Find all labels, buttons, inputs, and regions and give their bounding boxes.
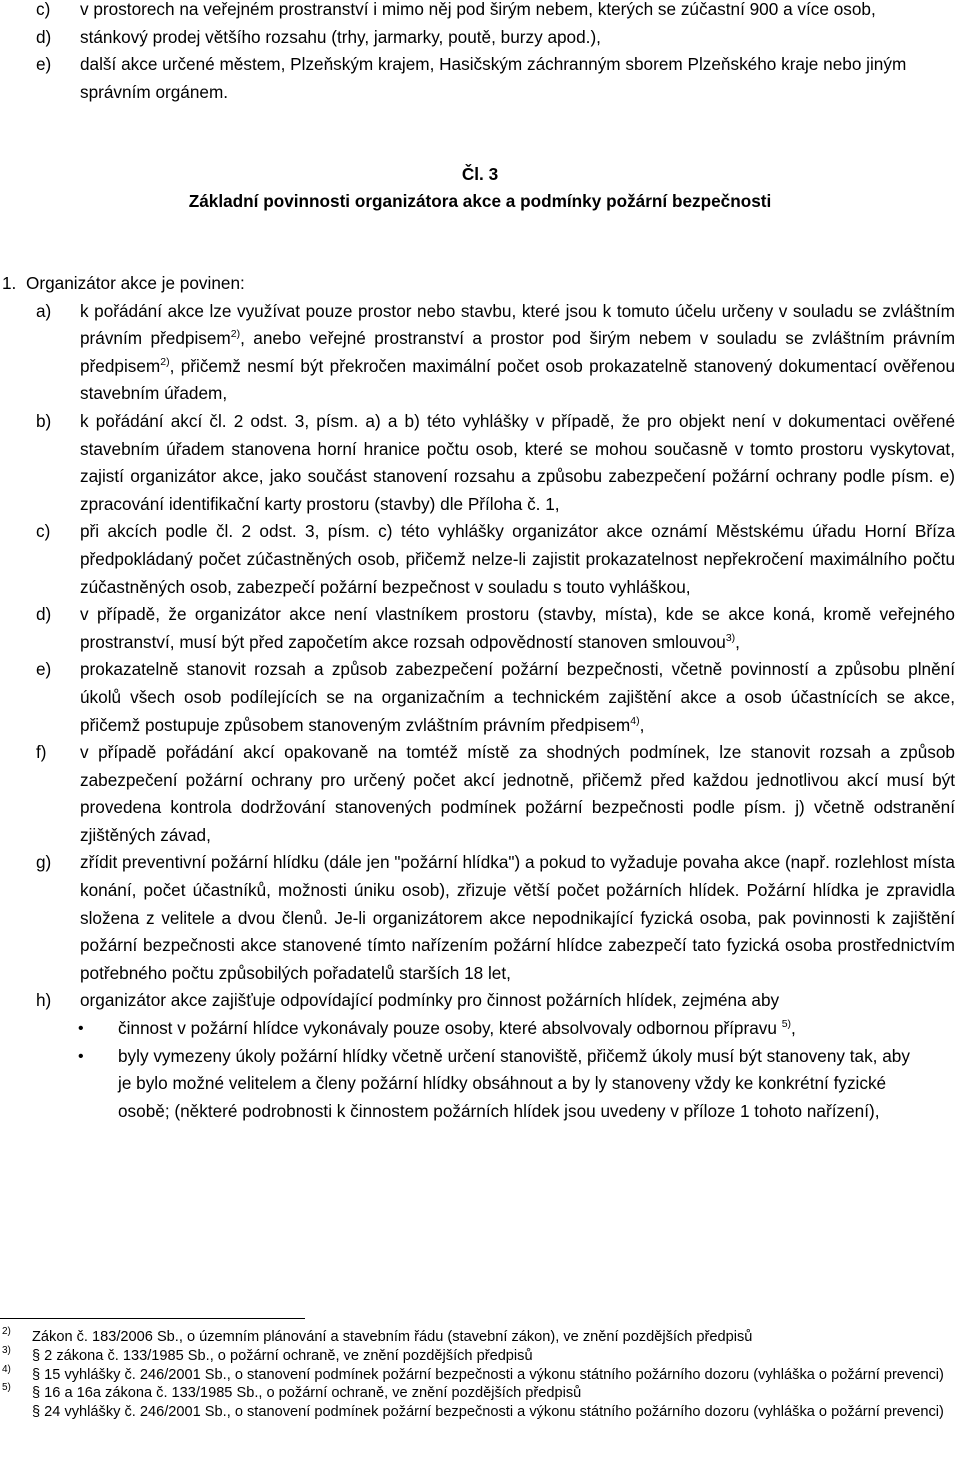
- footnote: [0, 1363, 960, 1385]
- item-text: ,: [639, 714, 645, 735]
- list-item-a: [0, 298, 955, 408]
- footnote-text: § 2 zákona č. 133/1985 Sb., o požární ochraně, ve znění pozdějších předpisů: [32, 1347, 533, 1364]
- bullet-item: [0, 1043, 955, 1126]
- item-text: ,: [735, 631, 740, 652]
- item-text: , anebo veřejné prostranství a prostor pod širým nebem v souladu se zvláštním právním předpisem: [80, 328, 956, 376]
- footnotes: [0, 1328, 960, 1422]
- footnote-mark: 2): [2, 1326, 11, 1337]
- footnote-mark: 4): [2, 1363, 11, 1375]
- item-label: d): [36, 26, 52, 47]
- item-label: b): [36, 410, 52, 431]
- section-number: 1.: [2, 273, 17, 293]
- item-text: stánkový prodej většího rozsahu (trhy, jarmarky, poutě, burzy apod.),: [80, 26, 601, 47]
- footnote-text: § 16 a 16a zákona č. 133/1985 Sb., o požární ochraně, ve znění pozdějších předpisů: [32, 1385, 582, 1402]
- item-label: c): [36, 0, 51, 19]
- footnote-text: § 15 vyhlášky č. 246/2001 Sb., o stanovení podmínek požární bezpečnosti a výkonu státního požárního dozoru (vyhláška o požární prevenci): [32, 1366, 944, 1383]
- footnote: [0, 1328, 960, 1347]
- footnote: [0, 1384, 960, 1403]
- item-label: e): [36, 659, 52, 680]
- item-text: , přičemž nesmí být překročen maximální počet osob prokazatelně stanovený dokumentací ověřenou stavebním úřadem,: [80, 355, 955, 404]
- item-label: h): [36, 990, 52, 1011]
- footnote-ref: 3): [725, 631, 736, 644]
- footnote-ref: 2): [160, 355, 170, 368]
- list-item-e-prev: [0, 51, 950, 106]
- list-item-e: [0, 656, 955, 739]
- item-text: prokazatelně stanovit rozsah a způsob zabezpečení požární bezpečnosti, včetně povinností a způsobu plnění úkolů všech osob podílejících se na organizačním a technickém zajištění akce a osob účastnících se akce, přičemž postupuje způsobem stanoveným zvláštním právním předpisem: [80, 659, 955, 735]
- bullet-icon: •: [78, 1020, 84, 1038]
- section-intro-text: Organizátor akce je povinen:: [26, 273, 245, 293]
- bullet-icon: •: [78, 1047, 84, 1065]
- footnote-ref: 5): [781, 1018, 792, 1031]
- continuation-list: [0, 0, 950, 106]
- item-label: f): [36, 742, 47, 763]
- footnote: [0, 1403, 960, 1422]
- item-text: v případě pořádání akcí opakovaně na tomtéž místě za shodných podmínek, lze stanovit rozsah a způsob zabezpečení požární ochrany pro určený počet akcí jednotně, přičemž před každou jednotlivou akcí musí být provedena kontrola dodržování stanovených podmínek požární bezpečnosti podle písm. j) včetně odstranění zjištěných závad,: [80, 742, 955, 845]
- list-item-c-prev: [0, 0, 950, 24]
- list-item-d: [0, 601, 955, 656]
- section-intro: [0, 270, 955, 298]
- article-title: Základní povinnosti organizátora akce a podmínky požární bezpečnosti: [188, 191, 772, 211]
- list-item-c: [0, 518, 955, 601]
- item-text: v případě, že organizátor akce není vlastníkem prostoru (stavby, místa), kde se akce koná, kromě veřejného prostranství, musí být před započetím akce rozsah odpovědností stanoven smlouvou: [80, 604, 955, 652]
- footnote-ref: 4): [630, 714, 640, 727]
- footnote-separator: [0, 1318, 305, 1319]
- item-text: v prostorech na veřejném prostranství i mimo něj pod širým nebem, kterých se zúčastní 900 a více osob,: [80, 0, 876, 19]
- bullet-text: byly vymezeny úkoly požární hlídky včetně určení stanoviště, přičemž úkoly musí být stanoveny tak, aby je bylo možné velitelem a členy požární hlídky obsáhnout a by ly stanoveny vždy ke konkrétní fyzické osobě; (některé podrobnosti k činnostem požárních hlídek jsou uvedeny v příloze 1 tohoto nařízení),: [118, 1045, 910, 1121]
- footnote-mark: 5): [2, 1382, 11, 1394]
- item-text: k pořádání akcí čl. 2 odst. 3, písm. a) a b) této vyhlášky v případě, že pro objekt není v dokumentaci ověřené stavebním úřadem stanovena horní hranice počtu osob, které se mohou současně v tomto prostoru vyskytovat, zajistí organizátor akce, jako součást stanovení rozsahu a způsobu zabezpečení požární ochrany podle písm. e) zpracování identifikační karty prostoru (stavby) dle Příloha č. 1,: [80, 410, 955, 514]
- footnote-text: § 24 vyhlášky č. 246/2001 Sb., o stanovení podmínek požární bezpečnosti a výkonu státního požárního dozoru (vyhláška o požární prevenci): [32, 1404, 944, 1421]
- item-label: d): [36, 604, 52, 625]
- list-item-h: [0, 987, 955, 1015]
- footnote-text: Zákon č. 183/2006 Sb., o územním plánování a stavebním řádu (stavební zákon), ve znění pozdějších předpisů: [32, 1329, 753, 1345]
- footnote-ref: 2): [230, 328, 241, 341]
- item-text: k pořádání akce lze využívat pouze prostor nebo stavbu, které jsou k tomuto účelu určeny v souladu se zvláštním právním předpisem: [80, 300, 955, 349]
- list-item-d-prev: [0, 24, 950, 52]
- bullet-text: činnost v požární hlídce vykonávaly pouze osoby, které absolvovaly odbornou přípravu: [118, 1018, 782, 1039]
- article-number: Čl. 3: [461, 164, 499, 184]
- item-label: g): [36, 852, 52, 873]
- footnote-mark: 3): [2, 1344, 11, 1356]
- section-1: [0, 270, 955, 1125]
- list-item-g: [0, 849, 955, 987]
- item-text: další akce určené městem, Plzeňským krajem, Hasičským záchranným sborem Plzeňského kraje nebo jiným správním orgánem.: [80, 54, 907, 102]
- list-item-f: [0, 739, 955, 849]
- bullet-text: ,: [791, 1018, 796, 1039]
- item-label: a): [36, 300, 52, 321]
- article-heading: [0, 161, 960, 215]
- item-text: zřídit preventivní požární hlídku (dále jen "požární hlídka") a pokud to vyžaduje povaha akce (např. rozlehlost místa konání, počet účastníků, možnosti úniku osob), zřizuje větší počet požárních hlídek. Požární hlídka je zpravidla složena z velitele a dvou členů. Je-li organizátorem akce nepodnikající fyzická osoba, pak povinnosti k zajištění požární bezpečnosti akce stanovené tímto nařízením požární hlídce zabezpečí tato fyzická osoba prostřednictvím potřebného počtu způsobilých pořadatelů starších 18 let,: [80, 852, 955, 983]
- item-label: c): [36, 521, 51, 542]
- item-text: při akcích podle čl. 2 odst. 3, písm. c) této vyhlášky organizátor akce oznámí Městskému úřadu Horní Bříza předpokládaný počet zúčastněných osob, přičemž nelze-li zajistit prokazatelnost nepřekročení maximálního počtu zúčastněných osob, zabezpečí požární bezpečnost v souladu s touto vyhláškou,: [80, 521, 955, 597]
- item-label: e): [36, 54, 52, 75]
- bullet-item: [0, 1015, 955, 1043]
- list-item-b: [0, 408, 955, 518]
- item-text: organizátor akce zajišťuje odpovídající podmínky pro činnost požárních hlídek, zejména aby: [80, 990, 780, 1011]
- footnote: [0, 1344, 960, 1366]
